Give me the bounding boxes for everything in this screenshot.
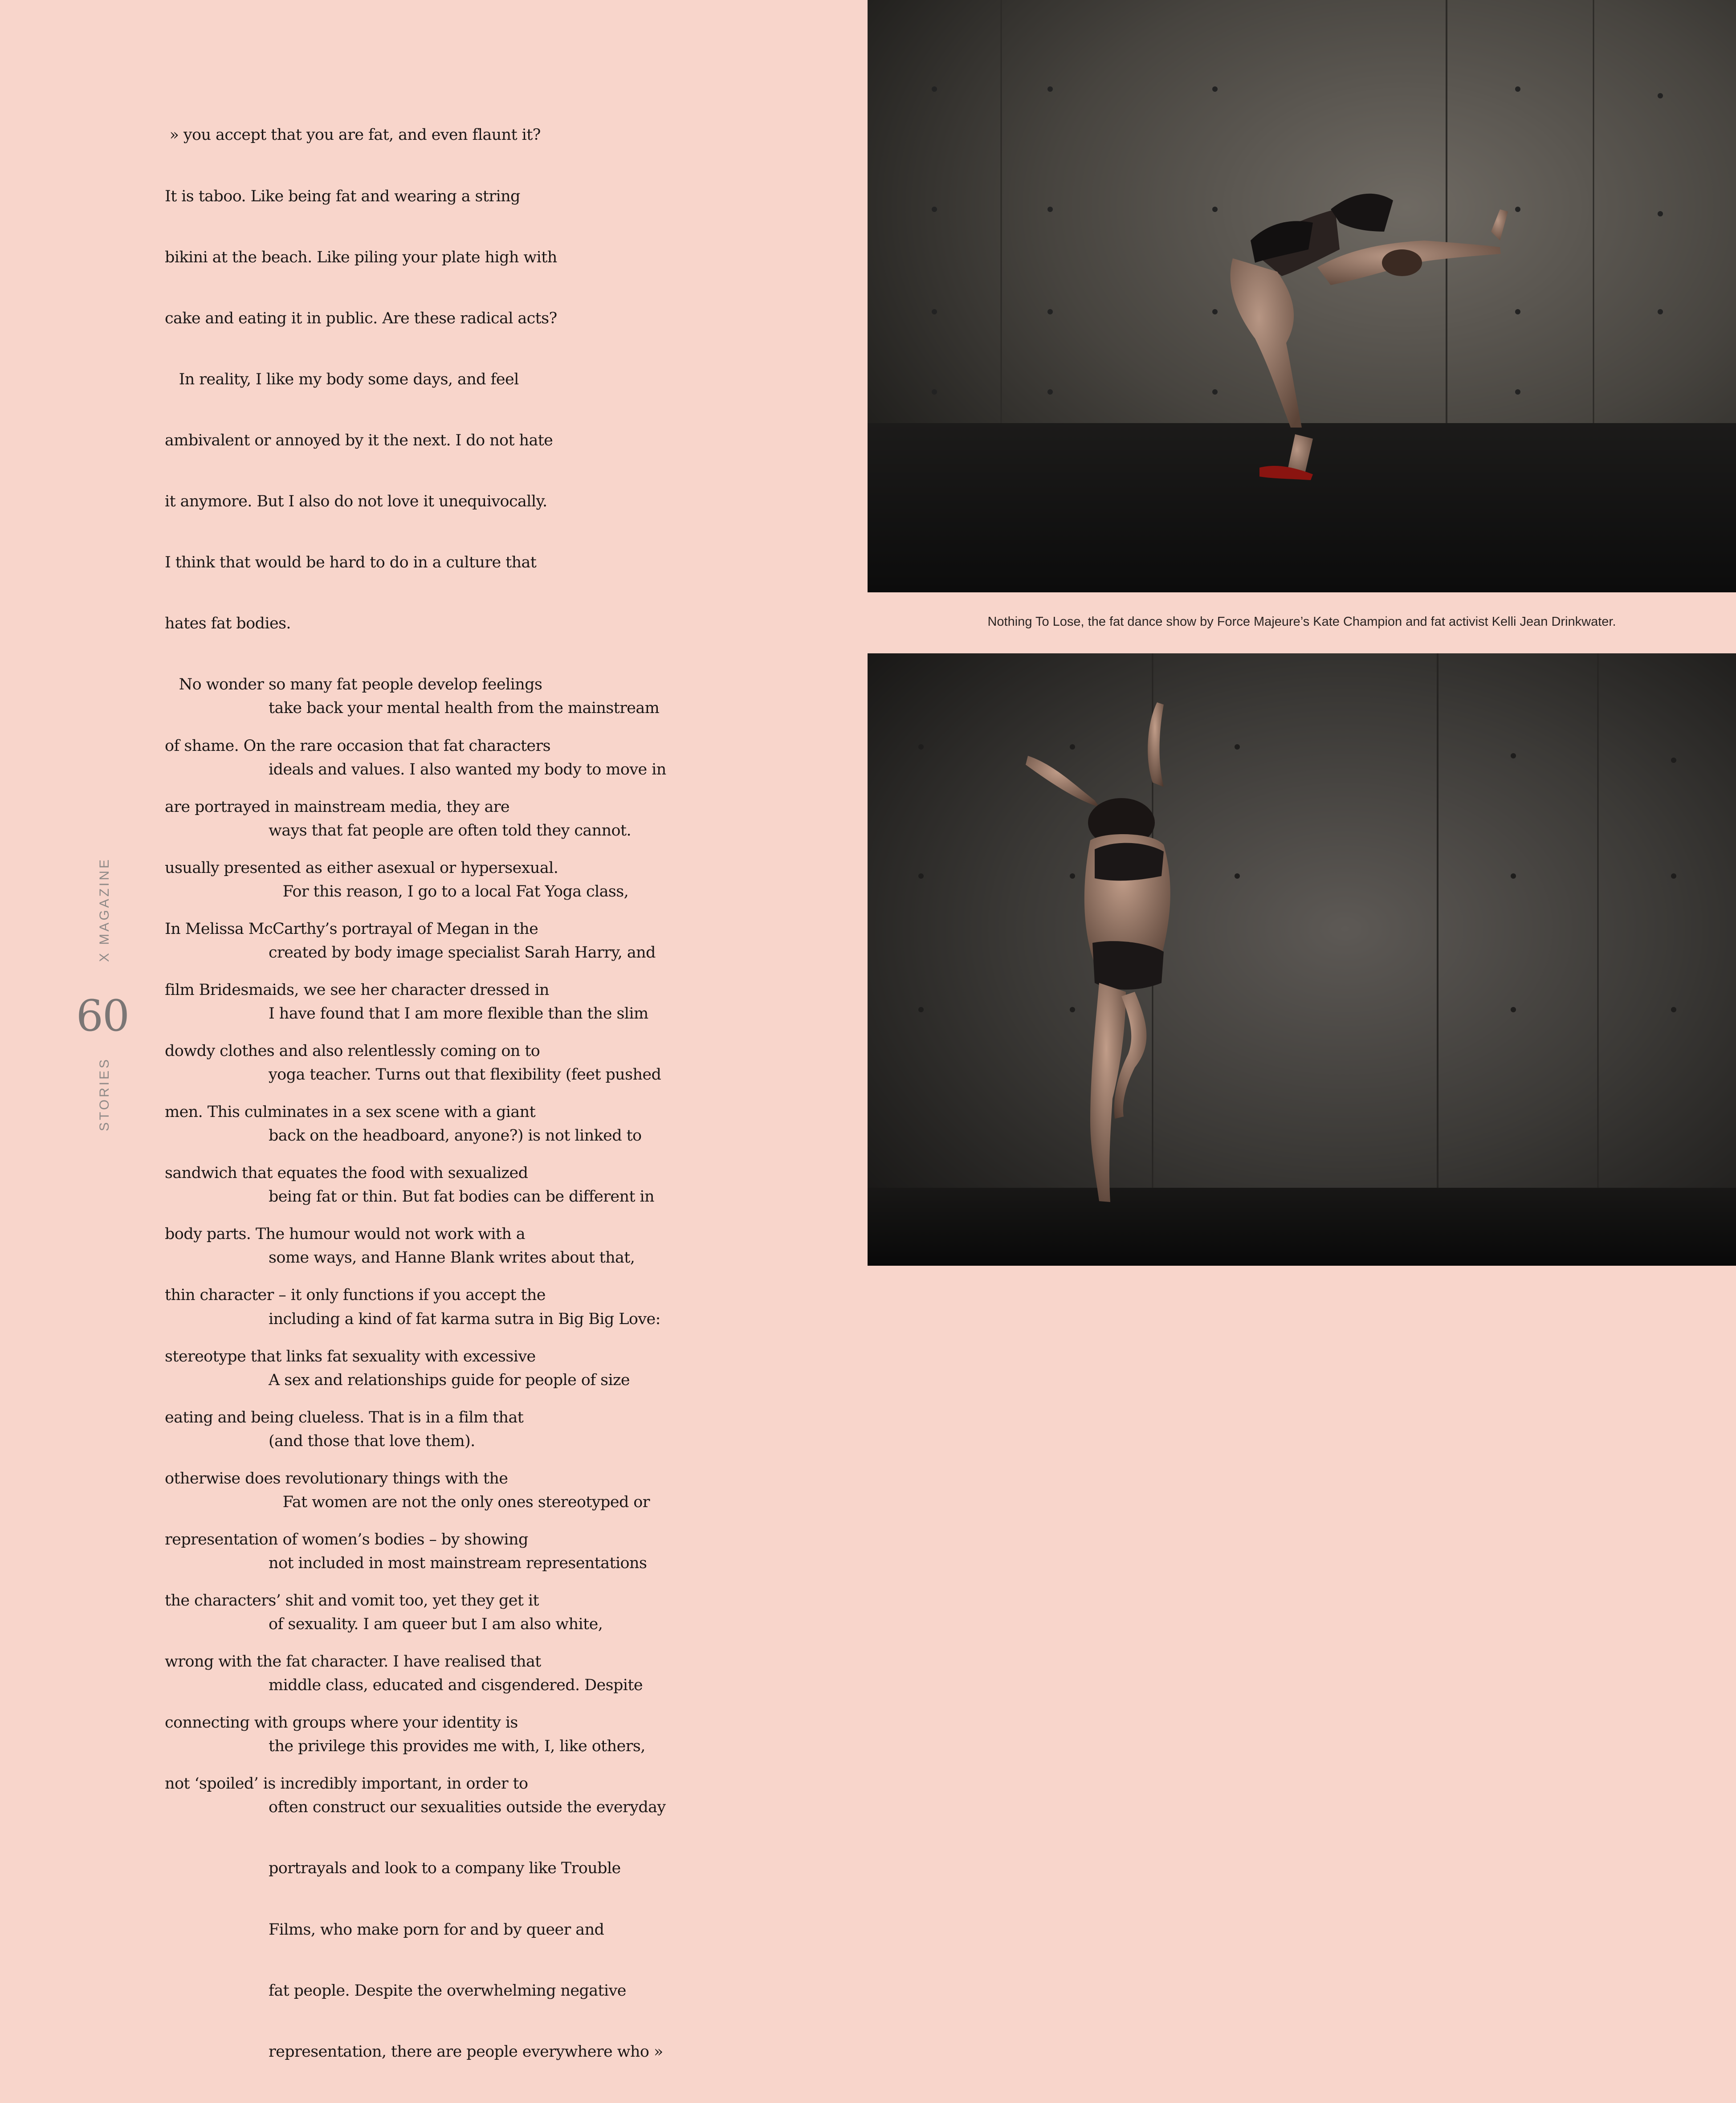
article-line: otherwise does revolutionary things with the [165,1469,508,1488]
magazine-name: X MAGAZINE [97,857,112,962]
article-line: ambivalent or annoyed by it the next. I do not hate [165,431,553,449]
article-line: cake and eating it in public. Are these radical acts? [165,309,557,327]
article-line: Fat women are not the only ones stereotyped or [269,1493,650,1511]
article-line: back on the headboard, anyone?) is not linked to [269,1127,642,1145]
article-line: connecting with groups where your identity is [165,1714,518,1732]
article-line: portrayals and look to a company like Trouble [269,1859,621,1878]
page-number: 60 [76,991,129,1041]
article-line: dowdy clothes and also relentlessly coming on to [165,1042,540,1060]
article-line: some ways, and Hanne Blank writes about that, [269,1249,635,1267]
article-line: hates fat bodies. [165,615,291,633]
article-line: For this reason, I go to a local Fat Yoga class, [269,882,629,901]
article-line: being fat or thin. But fat bodies can be different in [269,1188,654,1206]
article-line: of sexuality. I am queer but I am also white, [269,1615,603,1634]
right-page [868,0,1736,1266]
article-line: not ‘spoiled’ is incredibly important, in order to [165,1775,528,1793]
article-line: ideals and values. I also wanted my body to move in [269,760,666,778]
section-name: STORIES [97,1057,112,1131]
article-line: men. This culminates in a sex scene with a giant [165,1103,536,1121]
article-line: the privilege this provides me with, I, like others, [269,1737,645,1756]
article-line: film Bridesmaids, we see her character dressed in [165,981,549,999]
article-line: middle class, educated and cisgendered. Despite [269,1676,643,1695]
article-line: I think that would be hard to do in a culture that [165,554,537,572]
article-line: bikini at the beach. Like piling your plate high with [165,248,557,266]
article-line: No wonder so many fat people develop feelings [165,676,542,694]
article-line: representation, there are people everywhere who » [269,2042,663,2061]
article-line: stereotype that links fat sexuality with excessive [165,1347,536,1365]
article-line: the characters’ shit and vomit too, yet they get it [165,1592,539,1610]
article-line: are portrayed in mainstream media, they are [165,798,509,816]
article-line: thin character – it only functions if you accept the [165,1286,546,1304]
left-page [0,0,868,2061]
article-line: I have found that I am more flexible than the slim [269,1004,648,1023]
article-line: body parts. The humour would not work with a [165,1225,526,1243]
article-line: In Melissa McCarthy’s portrayal of Megan in the [165,920,538,938]
article-line: sandwich that equates the food with sexualized [165,1164,528,1182]
photo-caption: Nothing To Lose, the fat dance show by Force Majeure’s Kate Champion and fat activist Kelli Jean Drinkwater. [987,615,1616,629]
article-line: eating and being clueless. That is in a film that [165,1408,524,1426]
article-line: ways that fat people are often told they cannot. [269,821,631,840]
article-line: including a kind of fat karma sutra in Big Big Love: [269,1310,660,1328]
article-line: A sex and relationships guide for people of size [269,1371,630,1389]
article-line: fat people. Despite the overwhelming negative [269,1981,626,2000]
article-line: of shame. On the rare occasion that fat characters [165,737,551,755]
article-line: yoga teacher. Turns out that flexibility (feet pushed [269,1066,661,1084]
article-column-b [269,658,666,2103]
article-line: take back your mental health from the mainstream [269,699,660,717]
article-line: » you accept that you are fat, and even flaunt it? [165,126,541,144]
article-line: Films, who make porn for and by queer and [269,1920,604,1939]
dancer-photo-backbend [868,0,1736,592]
dancer-photo-arms-raised [868,653,1736,1266]
article-line: (and those that love them). [269,1432,475,1450]
article-line: often construct our sexualities outside the everyday [269,1798,666,1817]
article-line: created by body image specialist Sarah Harry, and [269,943,656,962]
article-line: wrong with the fat character. I have realised that [165,1653,541,1671]
article-line: representation of women’s bodies – by showing [165,1530,528,1549]
article-line: usually presented as either asexual or hypersexual. [165,859,558,877]
article-line: It is taboo. Like being fat and wearing a string [165,187,520,205]
article-line: In reality, I like my body some days, and feel [165,370,519,388]
article-line: it anymore. But I also do not love it unequivocally. [165,493,547,511]
article-line: not included in most mainstream representations [269,1554,647,1572]
